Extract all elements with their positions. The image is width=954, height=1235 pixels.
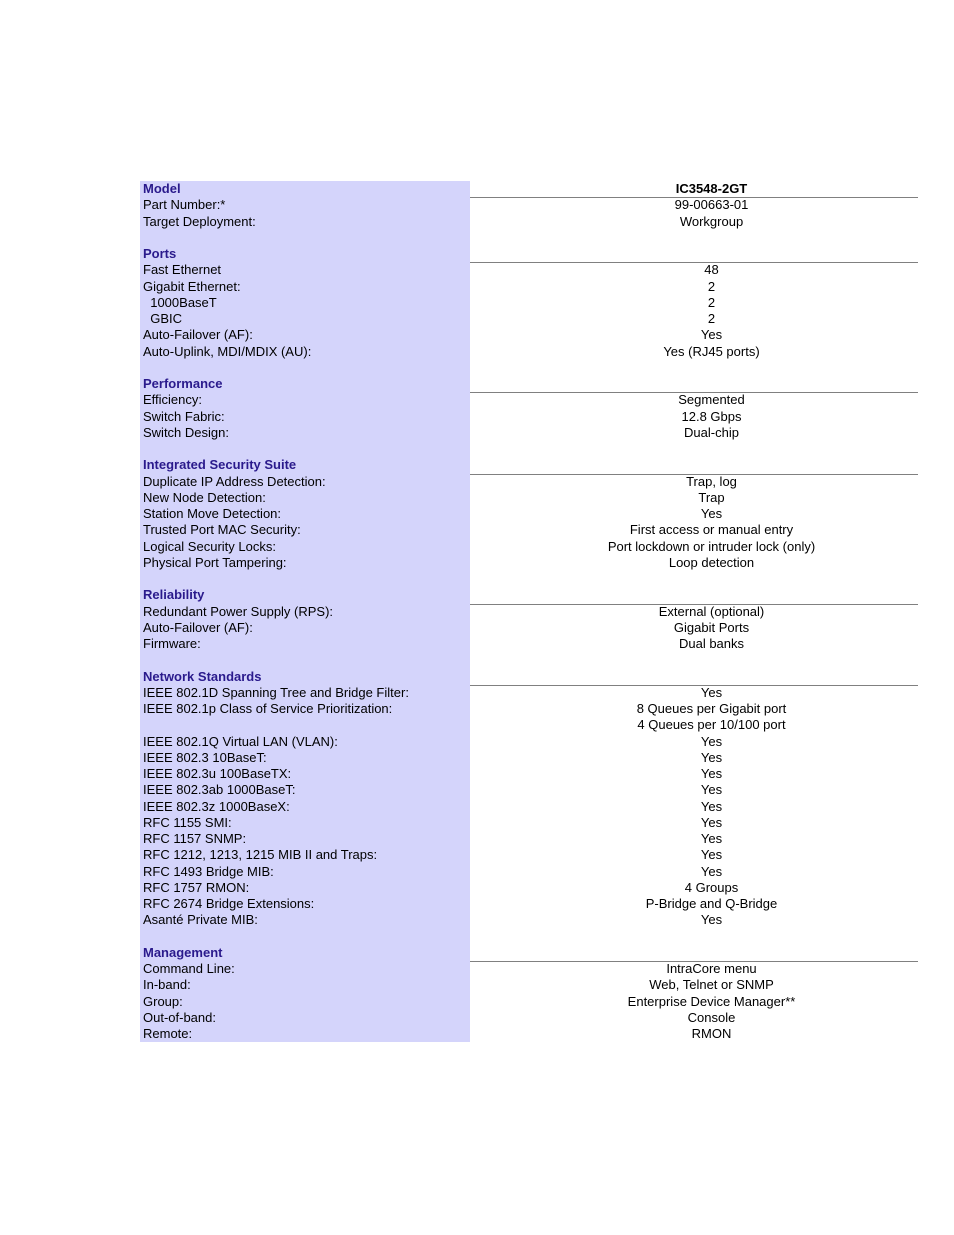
spec-row — [140, 230, 918, 246]
spec-row — [140, 360, 918, 376]
spec-value: Yes — [700, 749, 723, 765]
spec-value: Web, Telnet or SNMP — [649, 977, 774, 993]
spec-row — [140, 441, 918, 457]
spec-label: IEEE 802.1D Spanning Tree and Bridge Filter: — [143, 684, 409, 700]
spec-label: RFC 1212, 1213, 1215 MIB II and Traps: — [143, 847, 378, 863]
spec-row — [140, 214, 918, 230]
section-title: Network Standards — [143, 668, 262, 684]
spec-value: First access or manual entry — [629, 522, 794, 538]
spec-row — [140, 961, 918, 977]
spec-value: 8 Queues per Gigabit port — [636, 701, 787, 716]
spec-label: RFC 1493 Bridge MIB: — [143, 863, 274, 879]
spec-value: 99-00663-01 — [674, 197, 749, 213]
spec-label: Logical Security Locks: — [143, 538, 276, 554]
spec-row — [140, 994, 918, 1010]
spec-value: Loop detection — [668, 554, 755, 570]
spec-row — [140, 799, 918, 815]
spec-row — [140, 522, 918, 538]
spec-row — [140, 474, 918, 490]
spec-value: Trap, log — [686, 473, 737, 489]
spec-value: Yes — [700, 733, 723, 749]
spec-row — [140, 506, 918, 522]
spec-row — [140, 652, 918, 668]
spec-value: Console — [687, 1009, 736, 1025]
spec-row — [140, 864, 918, 880]
spec-row — [140, 490, 918, 506]
spec-label: GBIC — [143, 311, 183, 326]
spec-row — [140, 815, 918, 831]
section-title: Performance — [143, 376, 223, 391]
spec-row — [140, 197, 918, 213]
spec-value: Yes — [700, 782, 723, 798]
spec-row — [140, 896, 918, 912]
spec-label: Command Line: — [143, 961, 235, 976]
spec-label: RFC 1757 RMON: — [143, 879, 250, 895]
spec-value: Yes — [700, 798, 723, 814]
spec-row — [140, 977, 918, 993]
section-header — [140, 945, 918, 961]
spec-value: P-Bridge and Q-Bridge — [645, 896, 778, 911]
spec-value: Yes (RJ45 ports) — [663, 343, 760, 359]
spec-label: IEEE 802.3 10BaseT: — [143, 749, 267, 765]
spec-rows — [140, 181, 918, 1042]
spec-row — [140, 734, 918, 750]
spec-value: 2 — [707, 294, 716, 310]
spec-value: Yes — [700, 912, 723, 928]
spec-value: Yes — [700, 814, 723, 830]
spec-value: Enterprise Device Manager** — [627, 993, 796, 1009]
spec-label: Trusted Port MAC Security: — [143, 522, 301, 538]
spec-row — [140, 539, 918, 555]
spec-row — [140, 425, 918, 441]
spec-label: Firmware: — [143, 636, 201, 651]
spec-label: RFC 1155 SMI: — [143, 814, 232, 830]
spec-label: Physical Port Tampering: — [143, 554, 287, 570]
spec-value: Yes — [700, 766, 723, 781]
spec-value: Yes — [700, 831, 723, 846]
section-header — [140, 376, 918, 392]
spec-label: 1000BaseT — [143, 294, 217, 310]
spec-row — [140, 604, 918, 620]
spec-label: Group: — [143, 993, 183, 1009]
spec-label: Duplicate IP Address Detection: — [143, 473, 326, 489]
spec-row — [140, 912, 918, 928]
spec-label: Switch Fabric: — [143, 408, 225, 424]
spec-value: Yes — [700, 506, 723, 521]
spec-value: Segmented — [678, 392, 745, 408]
spec-label: Out-of-band: — [143, 1009, 216, 1025]
spec-label: Efficiency: — [143, 392, 203, 408]
spec-value: Trap — [698, 489, 725, 505]
spec-label: IEEE 802.1Q Virtual LAN (VLAN): — [143, 733, 338, 749]
spec-label: IEEE 802.3z 1000BaseX: — [143, 798, 290, 814]
section-header — [140, 457, 918, 473]
spec-row — [140, 750, 918, 766]
spec-label: RFC 2674 Bridge Extensions: — [143, 896, 315, 911]
spec-value: Dual-chip — [684, 424, 739, 440]
spec-label: Remote: — [143, 1026, 193, 1041]
spec-label: Station Move Detection: — [143, 506, 282, 521]
spec-value: External (optional) — [658, 603, 765, 619]
spec-row — [140, 279, 918, 295]
spec-value: 4 Groups — [684, 879, 739, 895]
spec-row — [140, 392, 918, 408]
spec-label: IEEE 802.3ab 1000BaseT: — [143, 782, 296, 798]
spec-row — [140, 295, 918, 311]
spec-label: Auto-Failover (AF): — [143, 327, 253, 343]
spec-value: Dual banks — [678, 636, 745, 651]
spec-row — [140, 766, 918, 782]
spec-label: Redundant Power Supply (RPS): — [143, 603, 334, 619]
section-header — [140, 587, 918, 603]
spec-label: IEEE 802.3u 100BaseTX: — [143, 766, 292, 781]
spec-label: Auto-Uplink, MDI/MDIX (AU): — [143, 343, 312, 359]
section-header — [140, 181, 918, 197]
spec-row — [140, 571, 918, 587]
spec-row — [140, 636, 918, 652]
section-title: Ports — [143, 246, 177, 261]
spec-label: New Node Detection: — [143, 489, 266, 505]
spec-row — [140, 409, 918, 425]
spec-label: Switch Design: — [143, 424, 229, 440]
section-title: Reliability — [143, 587, 205, 603]
spec-value: 4 Queues per 10/100 port — [637, 717, 786, 733]
spec-label: Gigabit Ethernet: — [143, 278, 241, 294]
spec-value: Gigabit Ports — [673, 619, 750, 635]
spec-value: Yes — [700, 863, 723, 879]
spec-value: 48 — [704, 262, 719, 278]
spec-row — [140, 262, 918, 278]
spec-label: Part Number:* — [143, 197, 226, 213]
spec-row — [140, 327, 918, 343]
spec-value: RMON — [691, 1026, 732, 1041]
spec-row — [140, 1026, 918, 1042]
spec-row — [140, 311, 918, 327]
spec-table — [140, 181, 918, 1042]
spec-row — [140, 1010, 918, 1026]
spec-label: Asanté Private MIB: — [143, 912, 258, 928]
section-title: Model — [143, 181, 181, 196]
spec-row — [140, 929, 918, 945]
spec-row — [140, 782, 918, 798]
spec-label: Target Deployment: — [143, 213, 256, 229]
section-title: Management — [143, 944, 223, 960]
spec-row — [140, 880, 918, 896]
spec-row — [140, 847, 918, 863]
spec-value: 2 — [707, 278, 716, 294]
spec-label: IEEE 802.1p Class of Service Prioritization: — [143, 701, 393, 716]
spec-row — [140, 685, 918, 701]
section-header-value: IC3548-2GT — [675, 181, 748, 196]
spec-row — [140, 344, 918, 360]
section-header — [140, 669, 918, 685]
spec-value: Yes — [700, 327, 723, 343]
spec-value: 12.8 Gbps — [681, 408, 742, 424]
spec-value: Yes — [700, 684, 723, 700]
spec-value: IntraCore menu — [666, 961, 757, 976]
spec-row — [140, 555, 918, 571]
spec-row — [140, 831, 918, 847]
spec-value: Workgroup — [679, 213, 744, 229]
spec-label: RFC 1157 SNMP: — [143, 831, 247, 846]
section-header — [140, 246, 918, 262]
spec-label: Fast Ethernet — [143, 262, 222, 278]
spec-label: Auto-Failover (AF): — [143, 619, 253, 635]
spec-label: In-band: — [143, 977, 191, 993]
spec-value: Yes — [700, 847, 723, 863]
spec-row — [140, 620, 918, 636]
spec-value: Port lockdown or intruder lock (only) — [607, 538, 816, 554]
section-title: Integrated Security Suite — [143, 457, 297, 473]
spec-value: 2 — [707, 311, 716, 326]
spec-row — [140, 717, 918, 733]
spec-row — [140, 701, 918, 717]
